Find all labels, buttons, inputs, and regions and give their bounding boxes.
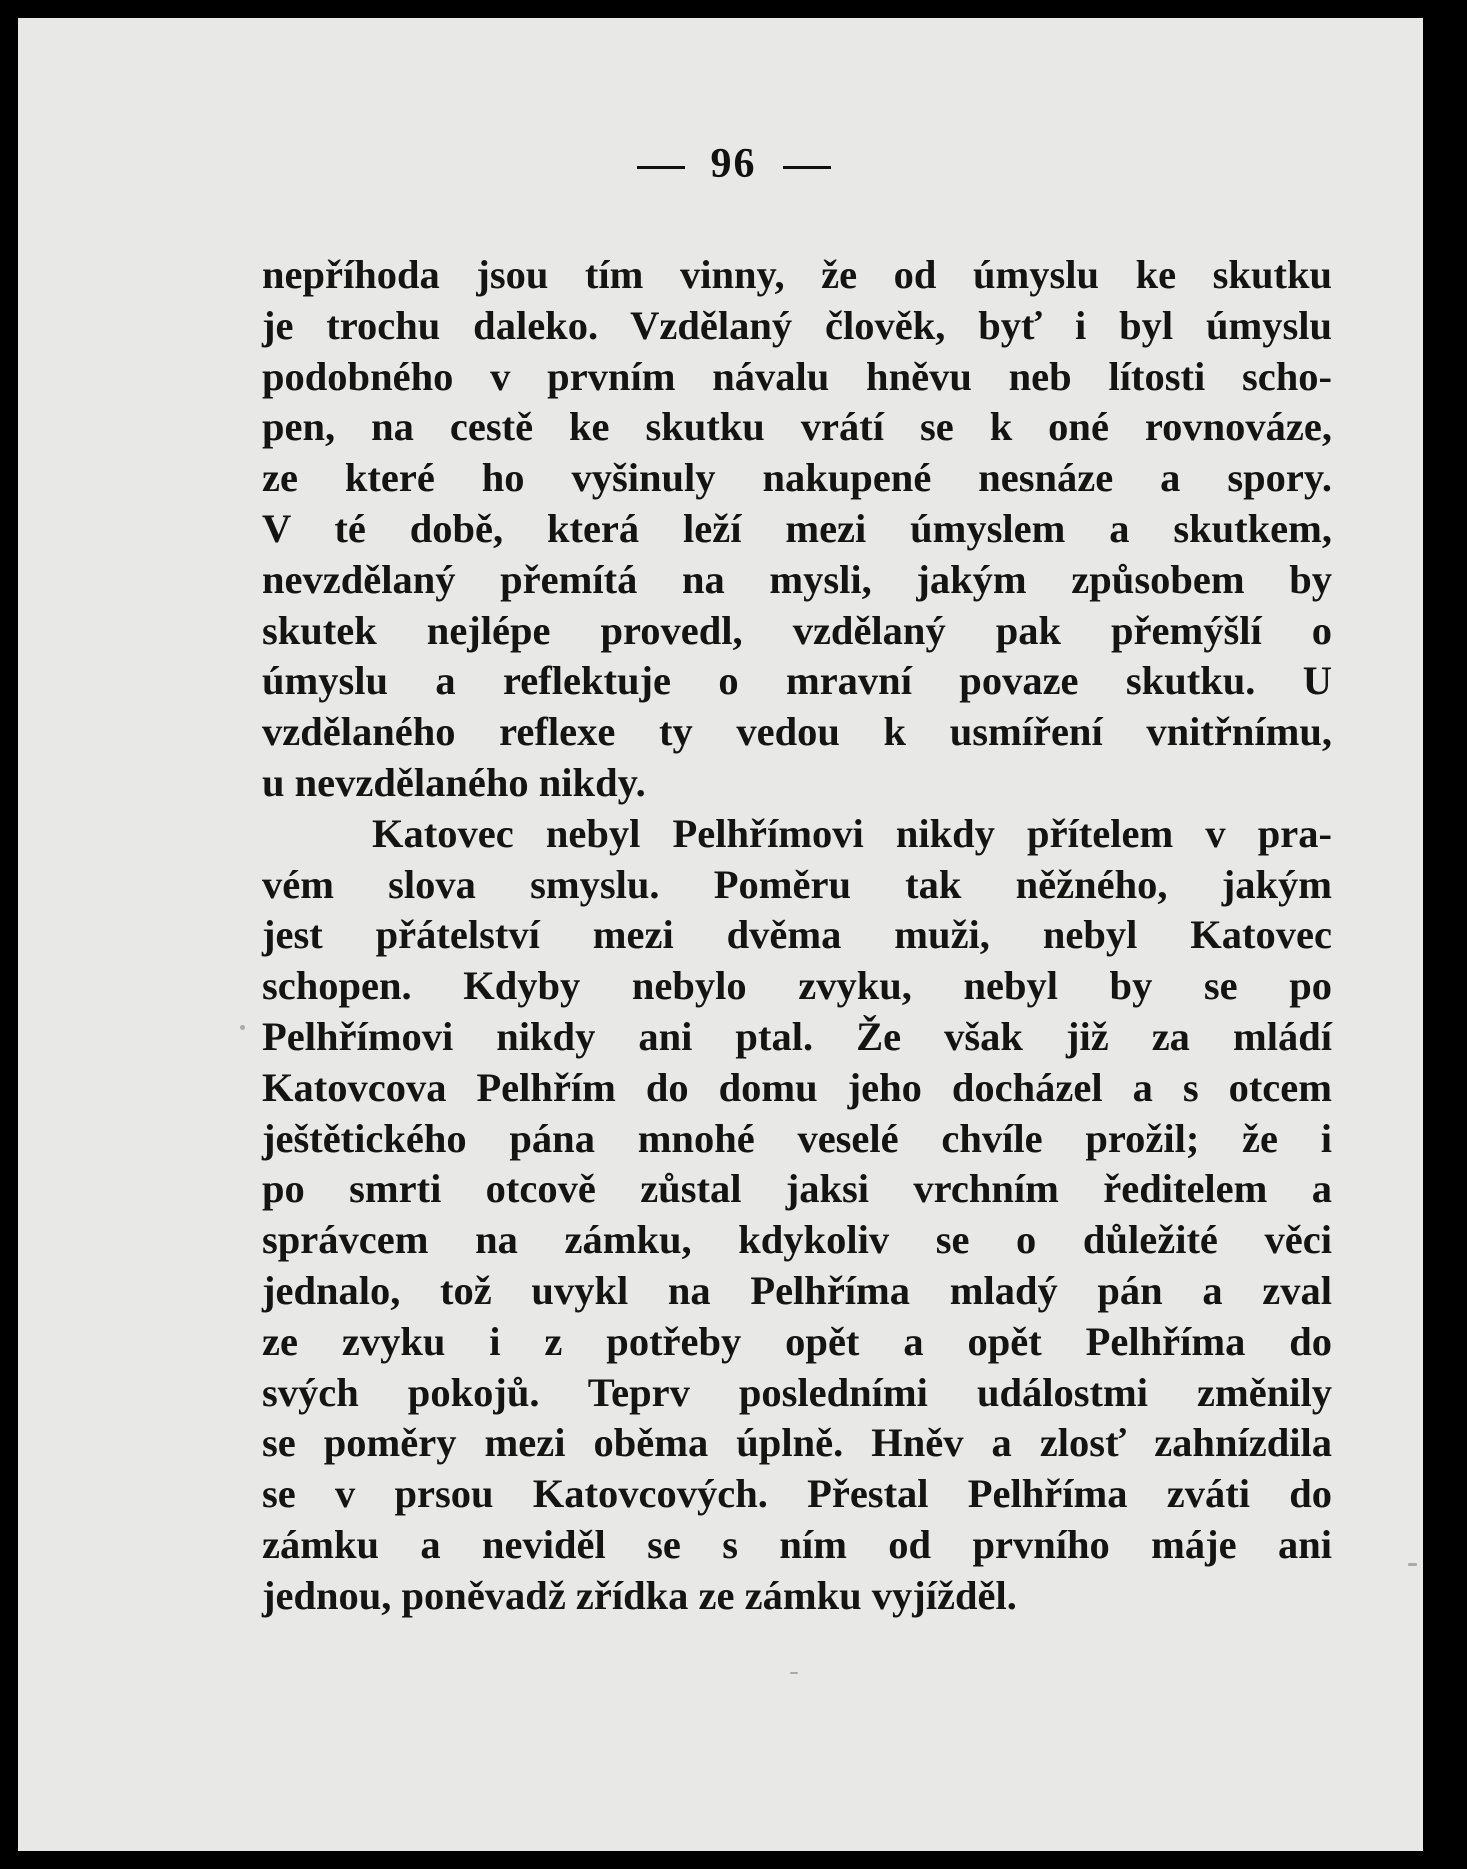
text-line: zámku a neviděl se s ním od prvního máje ani	[262, 1521, 1332, 1567]
text-line: Katovcova Pelhřím do domu jeho docházel a s otcem	[262, 1064, 1332, 1110]
text-line: se v prsou Katovcových. Přestal Pelhříma zváti do	[262, 1471, 1332, 1517]
text-line: se poměry mezi oběma úplně. Hněv a zlosť zahnízdila	[262, 1420, 1332, 1466]
right-dash	[783, 166, 831, 169]
text-line: vém slova smyslu. Poměru tak něžného, jakým	[262, 861, 1332, 907]
text-line: ze zvyku i z potřeby opět a opět Pelhříma do	[262, 1318, 1332, 1364]
text-line: po smrti otcově zůstal jaksi vrchním ředitelem a	[262, 1166, 1332, 1212]
text-line: úmyslu a reflektuje o mravní povaze skutku. U	[262, 658, 1332, 704]
body-text	[262, 250, 1332, 1622]
scan-speck	[240, 1025, 245, 1030]
paragraph-end-line: jednou, poněvadž zřídka ze zámku vyjížděl.	[262, 1572, 1017, 1618]
text-line: pen, na cestě ke skutku vrátí se k oné rovnováze,	[262, 404, 1332, 450]
page-number-header	[0, 140, 1467, 188]
text-line: jednalo, tož uvykl na Pelhříma mladý pán a zval	[262, 1267, 1332, 1313]
text-line: svých pokojů. Teprv posledními událostmi změnily	[262, 1369, 1332, 1415]
scan-speck	[790, 1672, 798, 1674]
text-line: skutek nejlépe provedl, vzdělaný pak přemýšlí o	[262, 607, 1332, 653]
scan-edge	[1423, 0, 1467, 1869]
text-line: ze které ho vyšinuly nakupené nesnáze a spory.	[262, 455, 1332, 501]
text-line: vzdělaného reflexe ty vedou k usmíření vnitřnímu,	[262, 709, 1332, 755]
text-line: správcem na zámku, kdykoliv se o důležité věci	[262, 1217, 1332, 1263]
left-dash	[637, 166, 685, 169]
scan-speck	[1408, 1563, 1417, 1566]
page-number: 96	[710, 141, 757, 187]
text-line: jest přátelství mezi dvěma muži, nebyl Katovec	[262, 912, 1332, 958]
text-line: V té době, která leží mezi úmyslem a skutkem,	[262, 505, 1332, 551]
paragraph-start-line: Katovec nebyl Pelhřímovi nikdy přítelem v pra-	[372, 810, 1332, 856]
text-line: ještětického pána mnohé veselé chvíle prožil; že i	[262, 1115, 1332, 1161]
text-line: nepříhoda jsou tím vinny, že od úmyslu ke skutku	[262, 252, 1332, 297]
text-line: nevzdělaný přemítá na mysli, jakým způsobem by	[262, 556, 1332, 602]
text-line: podobného v prvním návalu hněvu neb lítosti scho-	[262, 353, 1332, 399]
text-line: Pelhřímovi nikdy ani ptal. Že však již za mládí	[262, 1013, 1332, 1059]
paragraph-end-line: u nevzdělaného nikdy.	[262, 759, 646, 805]
text-line: je trochu daleko. Vzdělaný člověk, byť i byl úmyslu	[262, 302, 1332, 348]
text-line: schopen. Kdyby nebylo zvyku, nebyl by se po	[262, 963, 1332, 1009]
